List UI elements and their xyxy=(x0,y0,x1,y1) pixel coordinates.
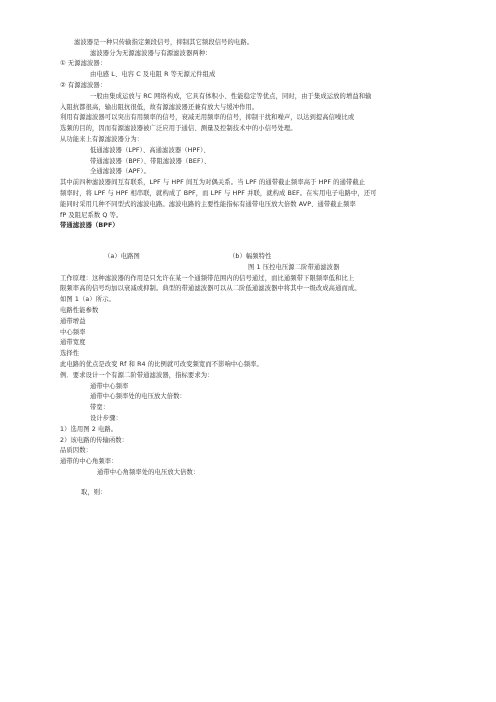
text-line: 频率时，将 LPF 与 HPF 相串联，就构成了 BPF，而 LPF 与 HPF 并联，就构成 BEF。在实用电子电路中，还可 xyxy=(60,190,377,197)
figure-title: 图 1 压控电压源二阶带通滤波器 xyxy=(248,264,340,271)
text-line: 由电感 L、电容 C 及电阻 R 等无源元件组成 xyxy=(90,71,216,78)
text-line: ② 有源滤波器： xyxy=(60,82,107,89)
text-line: 品质因数： xyxy=(60,447,92,454)
text-line: 例．要求设计一个有源二阶带通滤波器，指标要求为： xyxy=(60,372,214,379)
section-heading: 带通滤波器（BPF） xyxy=(60,222,119,229)
text-line: 其中前四种滤波器间互有联系，LPF 与 HPF 间互为对偶关系。当 LPF 的通带截止频率高于 HPF 的通带截止 xyxy=(60,179,366,186)
text-line: 通带中心频率处的电压放大倍数： xyxy=(90,393,186,400)
text-line: 中心频率 xyxy=(60,329,86,336)
text-line: 通带中心频率 xyxy=(90,383,129,390)
text-line: fP 及阻尼系数 Q 等。 xyxy=(60,212,123,219)
text-line: 利用有源滤波器可以突出有用频率的信号，衰减无用频率的信号，抑制干扰和噪声，以达到提高信噪比或 xyxy=(60,114,355,121)
text-line: 能同时采用几种不同型式的滤波电路。滤波电路的主要性能指标有通带电压放大倍数 AVP、通带截止频率 xyxy=(60,201,356,208)
text-line: 电路性能参数 xyxy=(60,307,99,314)
text-line: 从功能来上有源滤波器分为： xyxy=(60,136,144,143)
text-line: 带通滤波器（BPF）、带阻滤波器（BEF）、 xyxy=(90,158,211,165)
text-line: 选频的目的，因而有源滤波器被广泛应用于通信、测量及控制技术中的小信号处理。 xyxy=(60,125,297,132)
text-line: 通带增益 xyxy=(60,318,86,325)
text-line: 通带中心角频率处的电压放大倍数： xyxy=(97,469,200,476)
text-line: 全通滤波器（APF）。 xyxy=(90,168,151,175)
text-line: 一般由集成运放与 RC 网络构成，它具有体积小、性能稳定等优点，同时，由于集成运放的增益和输 xyxy=(90,93,372,100)
text-line: 入阻抗都很高，输出阻抗很低，故有源滤波器还兼有放大与缓冲作用。 xyxy=(60,104,259,111)
figure-caption-b: （b）幅频特性 xyxy=(229,253,272,260)
text-line: 滤波器分为无源滤波器与有源滤波器两种： xyxy=(90,50,212,57)
text-line: 取，则： xyxy=(81,489,107,496)
text-line: 滤波器是一种只传输指定频段信号，抑制其它频段信号的电路。 xyxy=(74,39,254,46)
text-line: 带宽： xyxy=(90,404,110,411)
text-line: 限频率高的信号均加以衰减或抑制。典型的带通滤波器可以从二阶低通滤波器中将其中一级改成高通而成。 xyxy=(60,285,361,292)
text-line: 通带的中心角频率： xyxy=(60,458,118,465)
text-line: 设计步骤： xyxy=(90,415,122,422)
text-line: 1）选用图 2 电路。 xyxy=(60,426,118,433)
figure-caption-a: （a）电路图 xyxy=(104,253,140,260)
text-line: ① 无源滤波器： xyxy=(60,60,107,67)
text-line: 工作原理：这种滤波器的作用是只允许在某一个通频带范围内的信号通过，而比通频带下限频率低和比上 xyxy=(60,275,355,282)
text-line: 2）该电路的传输函数： xyxy=(60,437,129,444)
text-line: 选择性 xyxy=(60,350,80,357)
text-line: 低通滤波器（LPF）、高通滤波器（HPF）、 xyxy=(90,147,210,154)
text-line: 此电路的优点是改变 Rf 和 R4 的比例就可改变频宽而不影响中心频率。 xyxy=(60,361,263,368)
text-line: 如图 1（a）所示。 xyxy=(60,296,115,303)
text-line: 通带宽度 xyxy=(60,339,86,346)
